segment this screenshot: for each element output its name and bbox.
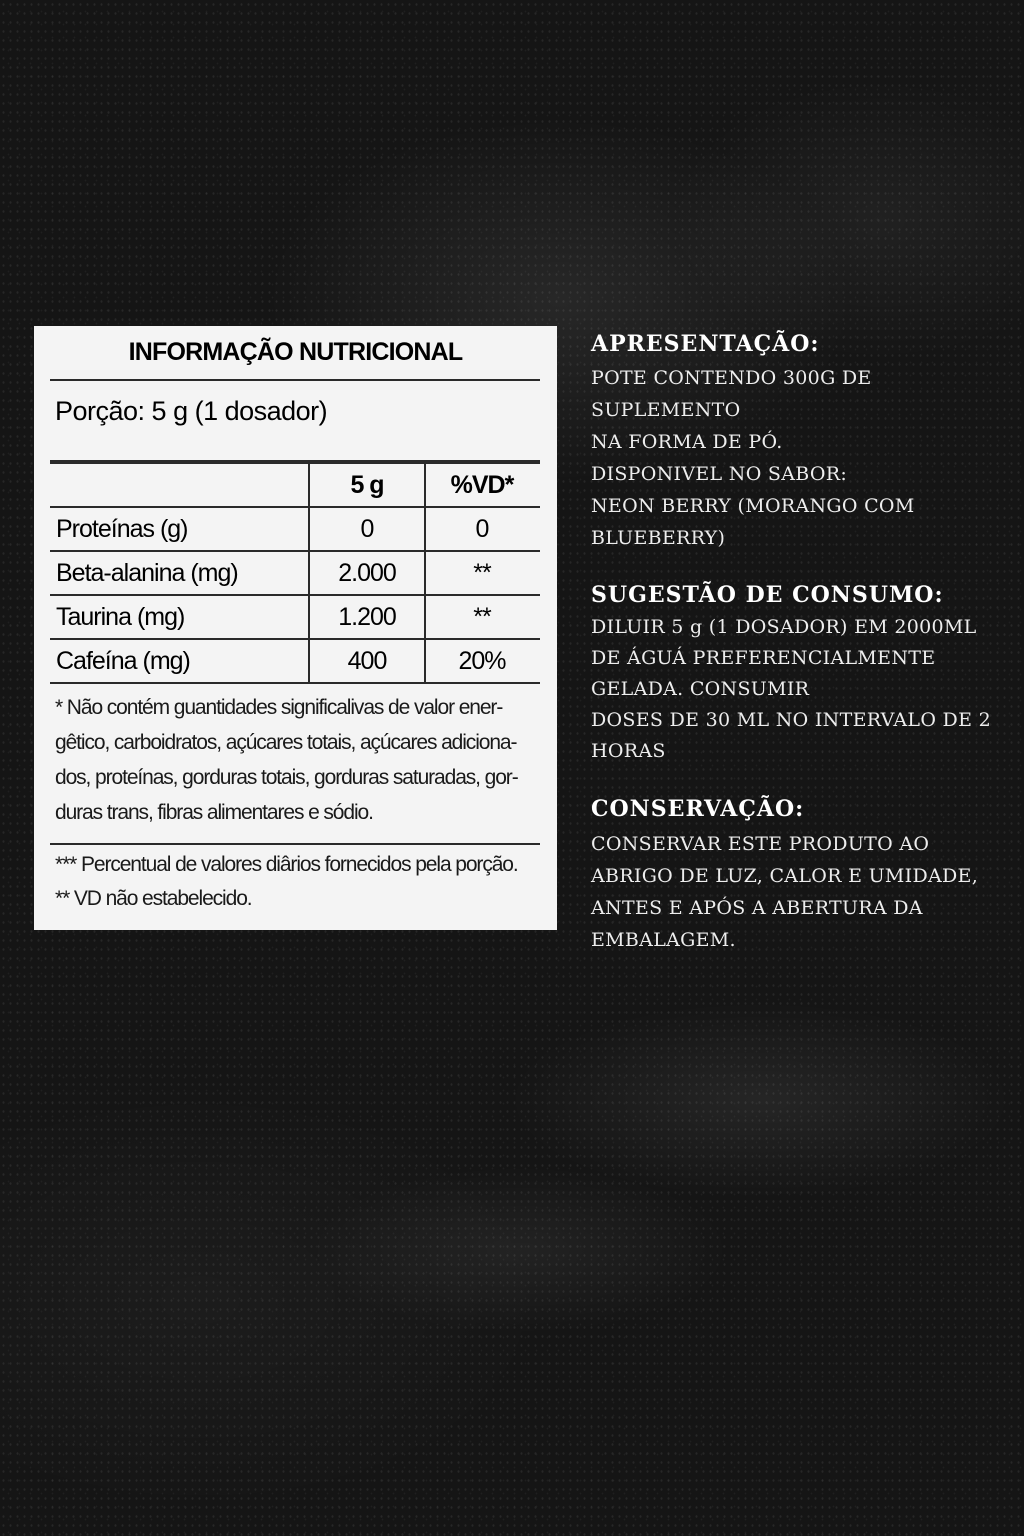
section-line: DISPONIVEL NO SABOR: [591,463,848,485]
table-row [50,596,540,640]
nutrition-table [50,460,540,684]
footnote-line: duras trans, fibras alimentares e sódio. [55,801,373,824]
section-line: DE ÁGUÁ PREFERENCIALMENTE [591,647,936,669]
note-line: ** VD não estabelecido. [55,887,252,910]
table-header-row [50,460,540,508]
section-line: HORAS [591,740,666,762]
nutrient-name: Cafeína (mg) [56,646,190,675]
nutrient-vd: 20% [458,646,506,675]
section-line: SUPLEMENTO [591,399,741,421]
section-line: POTE CONTENDO 300G DE [591,367,872,389]
section-line: NEON BERRY (MORANGO COM [591,495,915,517]
header-name-cell [56,464,306,506]
section-heading: CONSERVAÇÃO: [591,796,805,822]
note-line: *** Percentual de valores diârios fornecidos pela porção. [55,853,518,876]
nutrient-vd: 0 [475,514,489,543]
header-vd-cell: %VD* [450,470,514,499]
nutrient-vd: ** [473,602,491,631]
footnote-line: dos, proteínas, gorduras totais, gorduras saturadas, gor- [55,766,518,789]
section-line: DILUIR 5 g (1 DOSADOR) EM 2000ML [591,616,977,638]
nutrient-amount: 2.000 [308,552,426,594]
portion-size: Porção: 5 g (1 dosador) [55,396,328,426]
section-line: BLUEBERRY) [591,527,726,549]
table-row [50,552,540,596]
section-usage [591,580,991,767]
header-amount-cell: 5 g [308,464,426,506]
nutrition-title: INFORMAÇÃO NUTRICIONAL [128,338,463,366]
footnote-line: gêtico, carboidratos, açúcares totais, açúcares adiciona- [55,731,517,754]
nutrient-amount: 0 [308,508,426,550]
section-line: CONSERVAR ESTE PRODUTO AO [591,833,930,855]
section-line: ANTES E APÓS A ABERTURA DA [591,897,923,919]
nutrient-vd: ** [473,558,491,587]
nutrition-footnote [55,690,547,830]
nutrition-notes [55,848,547,916]
section-heading: APRESENTAÇÃO: [591,331,820,357]
section-heading: SUGESTÃO DE CONSUMO: [591,582,944,608]
section-presentation [591,330,915,554]
section-line: GELADA. CONSUMIR [591,678,810,700]
title-divider [50,379,540,381]
section-line: ABRIGO DE LUZ, CALOR E UMIDADE, [591,865,979,887]
footnote-line: * Não contém guantidades significalivas de valor ener- [55,696,503,719]
nutrient-name: Taurina (mg) [56,602,185,631]
table-row [50,508,540,552]
section-line: NA FORMA DE PÓ. [591,431,783,453]
nutrient-name: Beta-alanina (mg) [56,558,238,587]
section-storage [591,794,978,956]
nutrient-amount: 1.200 [308,596,426,638]
section-line: EMBALAGEM. [591,929,736,951]
table-row [50,640,540,684]
nutrient-amount: 400 [308,640,426,682]
footnote-divider [50,843,540,845]
nutrient-name: Proteínas (g) [56,514,188,543]
section-line: DOSES DE 30 ML NO INTERVALO DE 2 [591,709,991,731]
